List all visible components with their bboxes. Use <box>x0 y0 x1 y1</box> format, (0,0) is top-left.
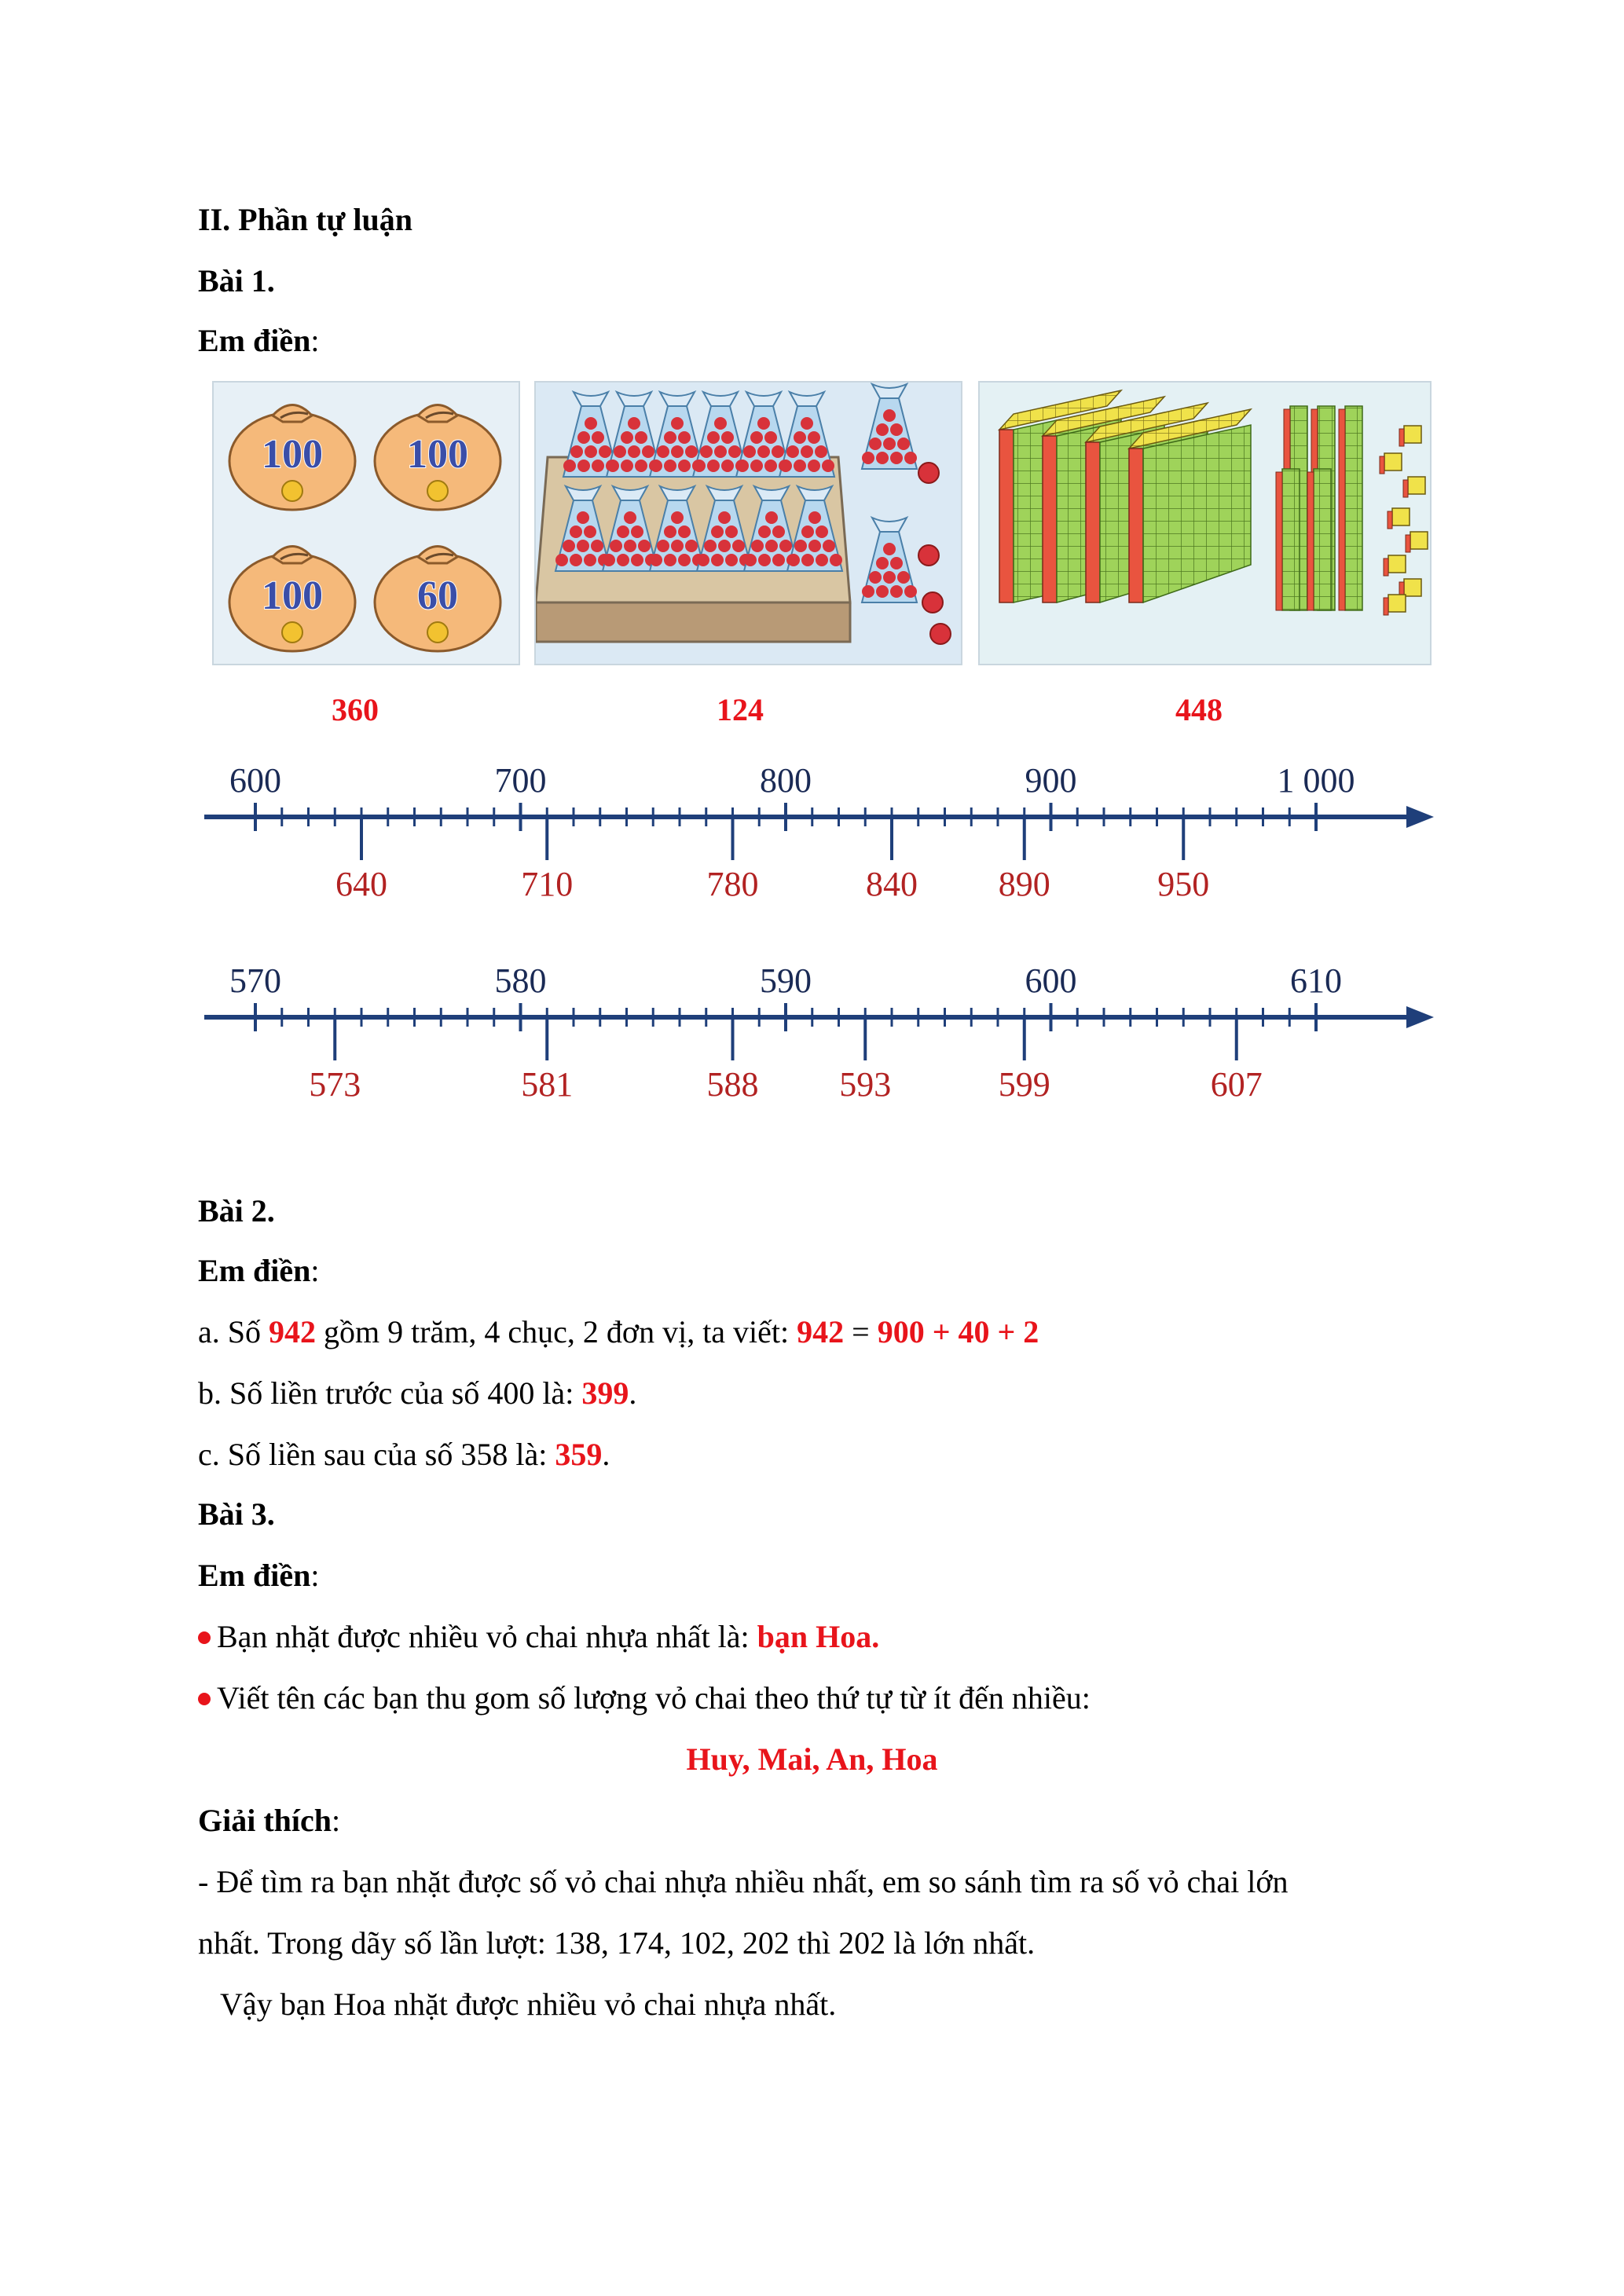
bai2-b-pre: b. Số liền trước của số 400 là: <box>198 1375 582 1411</box>
bai3-order-answer: Huy, Mai, An, Hoa <box>686 1741 938 1777</box>
money-bag-icon <box>375 547 500 652</box>
unit-cube-icon <box>1404 426 1421 443</box>
unit-cube-icon <box>1384 453 1402 471</box>
bai2-part-a <box>198 1313 1039 1351</box>
bai2-a-pre: a. Số <box>198 1314 269 1349</box>
bai3-explain-colon: : <box>332 1803 341 1838</box>
bai2-b-post: . <box>629 1375 637 1411</box>
bai2-instruction <box>198 1252 319 1290</box>
bai2-part-c <box>198 1436 610 1474</box>
bai3-explain-line-2: nhất. Trong dãy số lần lượt: 138, 174, 102, 202 thì 202 là lớn nhất. <box>198 1925 1036 1961</box>
bai2-c-pre: c. Số liền sau của số 358 là: <box>198 1437 555 1472</box>
ten-rod-icon <box>1345 406 1362 610</box>
arrow-icon <box>1406 806 1434 828</box>
bai3-item2-text: Viết tên các bạn thu gom số lượng vỏ chai theo thứ tự từ ít đến nhiều: <box>217 1680 1091 1716</box>
bai1-title: Bài 1. <box>198 263 275 298</box>
strawberry-icon <box>922 592 943 613</box>
bullet-icon <box>198 1631 211 1644</box>
bai2-a-mid: gồm 9 trăm, 4 chục, 2 đơn vị, ta viết: <box>316 1314 797 1349</box>
tick-label: 600 <box>229 761 281 800</box>
bai1-instruction <box>198 322 319 360</box>
marker-label: 581 <box>521 1065 574 1104</box>
answer-bags: 360 <box>332 692 379 727</box>
money-bag-icon <box>375 405 500 511</box>
bai3-instr-colon: : <box>310 1558 320 1593</box>
marker-label: 780 <box>706 865 759 903</box>
bai3-explain-line-1: - Để tìm ra bạn nhặt được số vỏ chai nhựa nhiều nhất, em so sánh tìm ra số vỏ chai lớn <box>198 1864 1289 1899</box>
base-ten-blocks-image <box>978 381 1432 665</box>
bai2-title: Bài 2. <box>198 1193 275 1229</box>
tick-label: 580 <box>494 961 547 1000</box>
strawberry-bag-icon <box>862 518 917 602</box>
bai2-a-eq: = <box>844 1314 878 1349</box>
tick-label: 590 <box>760 961 812 1000</box>
money-bag-value: 100 <box>262 432 323 477</box>
bai2-a-num: 942 <box>269 1314 316 1349</box>
bai2-c-post: . <box>602 1437 610 1472</box>
bullet-icon <box>198 1693 211 1705</box>
number-line-1 <box>0 746 1624 903</box>
bai3-instruction <box>198 1557 319 1595</box>
marker-label: 950 <box>1157 865 1210 903</box>
tick-label: 900 <box>1025 761 1077 800</box>
ten-rod-icon <box>1282 469 1300 610</box>
answer-blocks: 448 <box>1175 692 1223 727</box>
bai3-instr-label: Em điền <box>198 1558 311 1593</box>
tick-label: 700 <box>494 761 547 800</box>
money-bag-value: 100 <box>407 432 468 477</box>
unit-cube-icon <box>1388 595 1406 612</box>
bai2-c-ans: 359 <box>555 1437 603 1472</box>
marker-label: 710 <box>521 865 574 903</box>
money-bag-value: 60 <box>417 573 458 618</box>
bai3-item-1 <box>198 1618 879 1656</box>
bai3-title: Bài 3. <box>198 1496 275 1532</box>
unit-cube-icon <box>1410 532 1428 549</box>
unit-cube-icon <box>1388 555 1406 573</box>
bai3-item-2 <box>198 1679 1091 1717</box>
tick-label: 600 <box>1025 961 1077 1000</box>
money-bag-value: 100 <box>262 573 323 618</box>
bai3-explain-heading <box>198 1802 340 1840</box>
strawberry-icon <box>930 624 951 644</box>
marker-label: 840 <box>866 865 918 903</box>
strawberry-icon <box>918 463 939 483</box>
strawberry-bags-image <box>534 381 962 665</box>
marker-label: 573 <box>309 1065 361 1104</box>
money-bags-image <box>212 381 520 665</box>
strawberry-bag-icon <box>862 384 917 469</box>
marker-label: 599 <box>998 1065 1050 1104</box>
bai2-a-ans1: 942 <box>797 1314 845 1349</box>
tick-label: 610 <box>1290 961 1342 1000</box>
bai3-explain-label: Giải thích <box>198 1803 332 1838</box>
unit-cube-icon <box>1408 477 1425 494</box>
marker-label: 640 <box>335 865 387 903</box>
marker-label: 607 <box>1210 1065 1263 1104</box>
arrow-icon <box>1406 1006 1434 1028</box>
bai3-explain-line-3: Vậy bạn Hoa nhặt được nhiều vỏ chai nhựa nhất. <box>220 1987 837 2022</box>
bai2-instr-label: Em điền <box>198 1253 311 1288</box>
tick-label: 1 000 <box>1277 761 1355 800</box>
bai3-item1-text: Bạn nhặt được nhiều vỏ chai nhựa nhất là: <box>217 1619 757 1654</box>
strawberry-icon <box>918 545 939 566</box>
bai2-instr-colon: : <box>310 1253 320 1288</box>
bai1-instr-colon: : <box>310 323 320 358</box>
marker-label: 593 <box>839 1065 892 1104</box>
answer-strawberries: 124 <box>717 692 764 727</box>
ten-rod-icon <box>1314 469 1331 610</box>
bai1-instr-label: Em điền <box>198 323 311 358</box>
strawberry-bag-icon <box>779 392 834 477</box>
tick-label: 570 <box>229 961 281 1000</box>
marker-label: 890 <box>998 865 1050 903</box>
money-bag-icon <box>229 547 355 652</box>
section-title: II. Phần tự luận <box>198 202 412 237</box>
marker-label: 588 <box>706 1065 759 1104</box>
tick-label: 800 <box>760 761 812 800</box>
money-bag-icon <box>229 405 355 511</box>
unit-cube-icon <box>1392 508 1410 525</box>
number-line-2 <box>0 947 1624 1104</box>
bai2-a-ans2: 900 + 40 + 2 <box>877 1314 1039 1349</box>
unit-cube-icon <box>1404 579 1421 596</box>
bai2-part-b <box>198 1375 636 1412</box>
bai2-b-ans: 399 <box>581 1375 629 1411</box>
bai3-item1-ans: bạn Hoa. <box>757 1619 880 1654</box>
